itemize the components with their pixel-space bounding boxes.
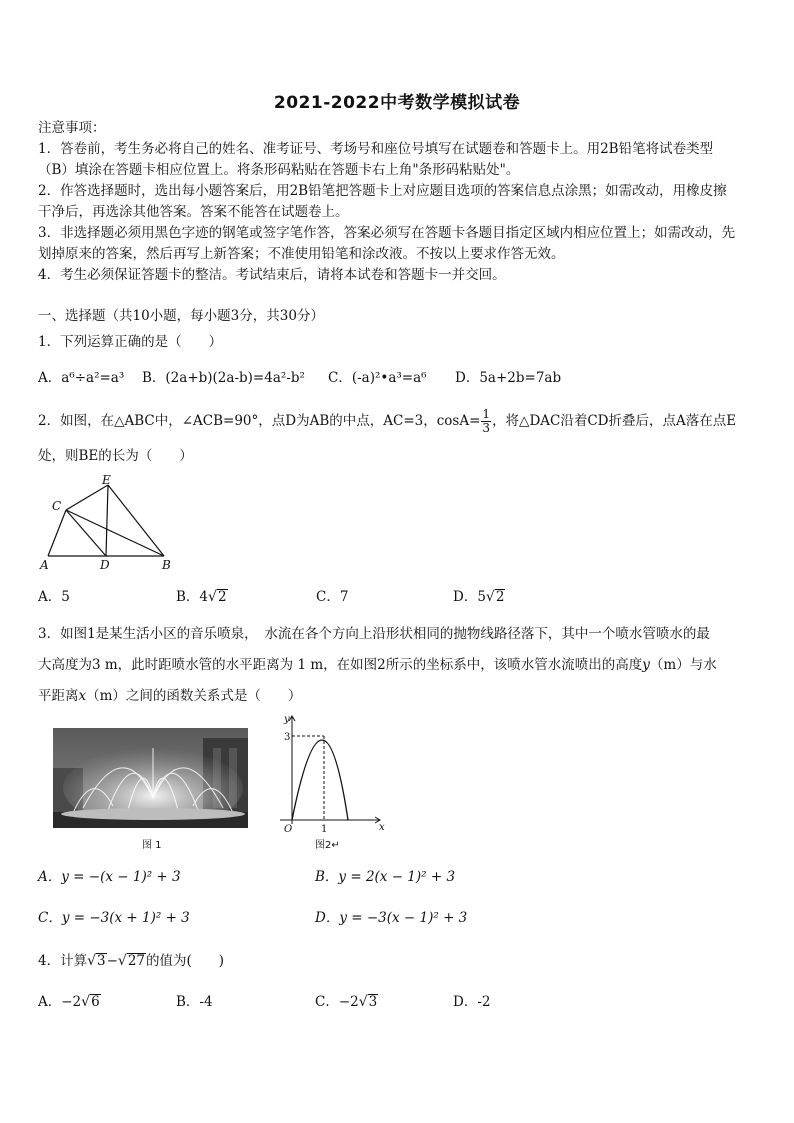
point-e-label: E	[102, 473, 111, 487]
q1-option-c: C．(-a)²•a³=a⁶	[328, 370, 427, 386]
figure-2-caption: 图2↵	[315, 840, 340, 851]
q2-stem-text: ，将△DAC沿着CD折叠后，点A落在点E	[492, 413, 737, 429]
question-3-stem-line3: 平距离x（m）之间的函数关系式是（ ）	[38, 688, 302, 704]
point-c-label: C	[52, 499, 62, 513]
q4-option-b: B．-4	[176, 994, 213, 1010]
question-1-stem: 1．下列运算正确的是（ ）	[38, 334, 223, 350]
page-title: 2021-2022中考数学模拟试卷	[273, 93, 521, 113]
notice-line: 1．答卷前，考生务必将自己的姓名、准考证号、考场号和座位号填写在试题卷和答题卡上。用2B铅笔将试卷类型	[38, 141, 714, 157]
question-3-stem-line2: 大高度为3 m，此时距喷水管的水平距离为 1 m，在如图2所示的坐标系中，该喷水管水流喷出的高度y（m）与水	[38, 657, 717, 673]
q2-fraction: $\frac{1}{3}$	[482, 407, 491, 435]
q2-option-d: D．5√2	[453, 589, 505, 605]
y-axis-label: y	[284, 714, 290, 725]
x-axis-label: x	[379, 822, 385, 833]
q3-option-a: A．y = −(x − 1)² + 3	[38, 869, 181, 885]
notice-line: 4．考生必须保证答题卡的整洁。考试结束后，请将本试卷和答题卡一并交回。	[38, 267, 506, 283]
notice-line: 干净后，再选涂其他答案。答案不能答在试题卷上。	[38, 204, 349, 220]
notice-line: 3．非选择题必须用黑色字迹的钢笔或签字笔作答，答案必须写在答题卡各题目指定区域内相应位置上；如需改动，先	[38, 225, 736, 241]
parabola-curve	[292, 740, 348, 820]
segment-cd	[66, 510, 106, 556]
notice-line: 2．作答选择题时，选出每小题答案后，用2B铅笔把答题卡上对应题目选项的答案信息点涂黑；如需改动，用橡皮擦	[38, 183, 727, 199]
point-a-label: A	[40, 558, 49, 572]
q2-option-a: A．5	[38, 589, 70, 605]
segment-eb	[108, 485, 164, 556]
q3-option-b: B．y = 2(x − 1)² + 3	[315, 869, 456, 885]
notice-heading: 注意事项：	[38, 120, 106, 136]
question-2-stem	[38, 408, 736, 435]
q2-option-b: B．4√2	[176, 589, 227, 605]
segment-cb	[66, 510, 164, 556]
q4-radical: 3	[97, 953, 106, 969]
point-d-label: D	[100, 558, 110, 572]
notice-line: （B）填涂在答题卡相应位置上。将条形码粘贴在答题卡右上角"条形码粘贴处"。	[38, 162, 520, 178]
q4-radical: 27	[127, 953, 146, 969]
q1-option-b: B．(2a+b)(2a-b)=4a²-b²	[142, 370, 305, 386]
q2-option-c: C．7	[316, 589, 349, 605]
q3-option-d: D．y = −3(x − 1)² + 3	[315, 910, 468, 926]
fountain-photo	[53, 728, 248, 828]
question-2-stem-line2: 处，则BE的长为（ ）	[38, 448, 193, 464]
q4-option-c: C．−2√3	[315, 994, 378, 1010]
segment-ce	[66, 485, 108, 510]
q1-option-a: A．a⁶÷a²=a³	[38, 370, 125, 386]
q1-option-d: D．5a+2b=7ab	[455, 370, 562, 386]
segment-ed	[106, 485, 108, 556]
q2-stem-text: 2．如图，在△ABC中，∠ACB=90°，点D为AB的中点，AC=3，cosA=	[38, 413, 481, 429]
q3-option-c: C．y = −3(x + 1)² + 3	[38, 910, 190, 926]
parabola-graph	[276, 712, 388, 836]
q4-option-d: D．-2	[453, 994, 491, 1010]
section-heading: 一、选择题（共10小题，每小题3分，共30分）	[38, 308, 324, 324]
q4-option-a: A．−2√6	[38, 994, 100, 1010]
point-b-label: B	[162, 558, 171, 572]
origin-label: O	[284, 824, 293, 835]
y-tick-label: 3	[284, 732, 291, 743]
question-3-stem-line1: 3．如图1是某生活小区的音乐喷泉， 水流在各个方向上沿形状相同的抛物线路径落下，其中一个喷水管喷水的最	[38, 626, 710, 642]
q2-triangle-figure	[36, 472, 176, 574]
figure-1-caption: 图 1	[142, 840, 162, 851]
x-tick-label: 1	[321, 824, 328, 835]
notice-line: 划掉原来的答案，然后再写上新答案；不准使用铅笔和涂改液。不按以上要求作答无效。	[38, 246, 565, 262]
segment-ac	[48, 510, 66, 556]
question-4-stem: 4．计算√3−√27的值为( )	[38, 953, 225, 969]
